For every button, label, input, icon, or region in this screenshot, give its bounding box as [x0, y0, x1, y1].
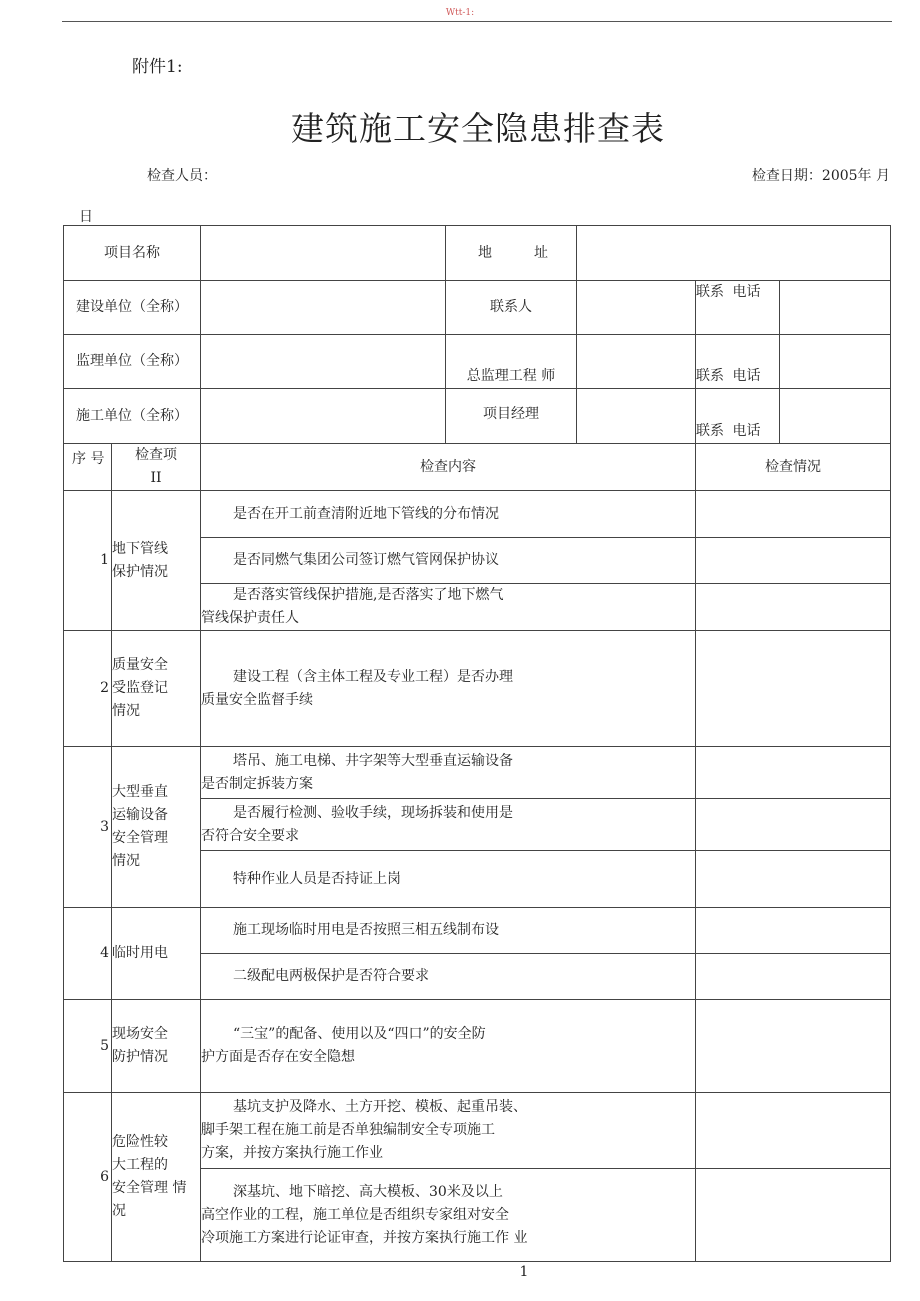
row-status-cell[interactable] [696, 799, 891, 851]
supervise-unit-value[interactable] [201, 335, 446, 389]
row-item: 大型垂直 运输设备 安全管理 情况 [112, 747, 201, 908]
row-content: 基坑支护及降水、土方开挖、模板、起重吊装、 脚手架工程在施工前是否单独编制安全专项施工 方案，并按方案执行施工作业 [201, 1093, 696, 1169]
address-label: 地 址 [446, 226, 577, 281]
project-name-label: 项目名称 [64, 226, 201, 281]
supervise-unit-label: 监理单位（全称） [64, 335, 201, 389]
row-status-cell[interactable] [696, 631, 891, 747]
project-name-value[interactable] [201, 226, 446, 281]
row-content: 深基坑、地下暗挖、高大模板、30米及以上 高空作业的工程，施工单位是否组织专家组对安全 冷项施工方案进行论证审查，并按方案执行施工作 业 [201, 1169, 696, 1262]
row-status-cell[interactable] [696, 491, 891, 538]
inspector-label: 检查人员： [147, 168, 217, 184]
page-title: 建筑施工安全隐患排查表 [291, 109, 665, 148]
row-item: 危险性较 大工程的 安全管理 情况 [112, 1093, 201, 1262]
row-status-cell[interactable] [696, 851, 891, 908]
row-status-cell[interactable] [696, 1169, 891, 1262]
project-manager-label: 项目经理 [446, 389, 577, 444]
row-content: 是否落实管线保护措施,是否落实了地下燃气 管线保护责任人 [201, 584, 696, 631]
construction-unit-label: 施工单位（全称） [64, 389, 201, 444]
project-manager-value[interactable] [577, 389, 696, 444]
attachment-label: 附件1: [132, 57, 183, 77]
row-content: 建设工程（含主体工程及专业工程）是否办理 质量安全监督手续 [201, 631, 696, 747]
content-header: 检查内容 [201, 444, 696, 491]
row-content: 是否同燃气集团公司签订燃气管网保护协议 [201, 538, 696, 584]
row-number: 2 [64, 631, 112, 747]
date-day: 日 [79, 209, 93, 225]
row-content: 特种作业人员是否持证上岗 [201, 851, 696, 908]
row-content: 施工现场临时用电是否按照三相五线制布设 [201, 908, 696, 954]
status-header: 检查情况 [696, 444, 891, 491]
supervise-phone-label: 联系 电话 [696, 335, 780, 389]
table-row [64, 491, 891, 538]
address-value[interactable] [577, 226, 891, 281]
row-content: 二级配电两极保护是否符合要求 [201, 954, 696, 1000]
row-status-cell[interactable] [696, 908, 891, 954]
build-unit-value[interactable] [201, 281, 446, 335]
row-number: 3 [64, 747, 112, 908]
row-number: 5 [64, 1000, 112, 1093]
table-row [64, 1093, 891, 1169]
header-mark: Wtt-1: [445, 8, 475, 18]
supervise-phone-value[interactable] [780, 335, 891, 389]
row-status-cell[interactable] [696, 584, 891, 631]
table-row [64, 747, 891, 799]
construction-unit-value[interactable] [201, 389, 446, 444]
row-item: 现场安全 防护情况 [112, 1000, 201, 1093]
row-item: 质量安全 受监登记 情况 [112, 631, 201, 747]
inspection-table [63, 225, 891, 1262]
header-rule [62, 21, 892, 22]
row-content: “三宝”的配备、使用以及“四口”的安全防 护方面是否存在安全隐想 [201, 1000, 696, 1093]
item-header: 检查项 II [112, 444, 201, 491]
table-row [64, 631, 891, 747]
construction-phone-value[interactable] [780, 389, 891, 444]
seq-header: 序 号 [64, 444, 112, 491]
row-item: 临时用电 [112, 908, 201, 1000]
contact-person-value[interactable] [577, 281, 696, 335]
row-item: 地下管线 保护情况 [112, 491, 201, 631]
row-status-cell[interactable] [696, 538, 891, 584]
build-phone-value[interactable] [780, 281, 891, 335]
row-content: 是否履行检测、验收手续，现场拆装和使用是 否符合安全要求 [201, 799, 696, 851]
page-number: 1 [519, 1264, 529, 1280]
contact-person-label: 联系人 [446, 281, 577, 335]
table-row [64, 1000, 891, 1093]
chief-supervisor-label: 总监理工程 师 [446, 335, 577, 389]
date-label: 检查日期：2005年 月 [751, 168, 890, 184]
row-status-cell[interactable] [696, 1000, 891, 1093]
build-phone-label: 联系 电话 [696, 281, 780, 335]
row-number: 1 [64, 491, 112, 631]
construction-phone-label: 联系 电话 [696, 389, 780, 444]
build-unit-label: 建设单位（全称） [64, 281, 201, 335]
row-status-cell[interactable] [696, 954, 891, 1000]
row-number: 4 [64, 908, 112, 1000]
row-content: 是否在开工前查清附近地下管线的分布情况 [201, 491, 696, 538]
row-number: 6 [64, 1093, 112, 1262]
table-row [64, 908, 891, 954]
chief-supervisor-value[interactable] [577, 335, 696, 389]
row-status-cell[interactable] [696, 1093, 891, 1169]
row-status-cell[interactable] [696, 747, 891, 799]
row-content: 塔吊、施工电梯、井字架等大型垂直运输设备 是否制定拆装方案 [201, 747, 696, 799]
